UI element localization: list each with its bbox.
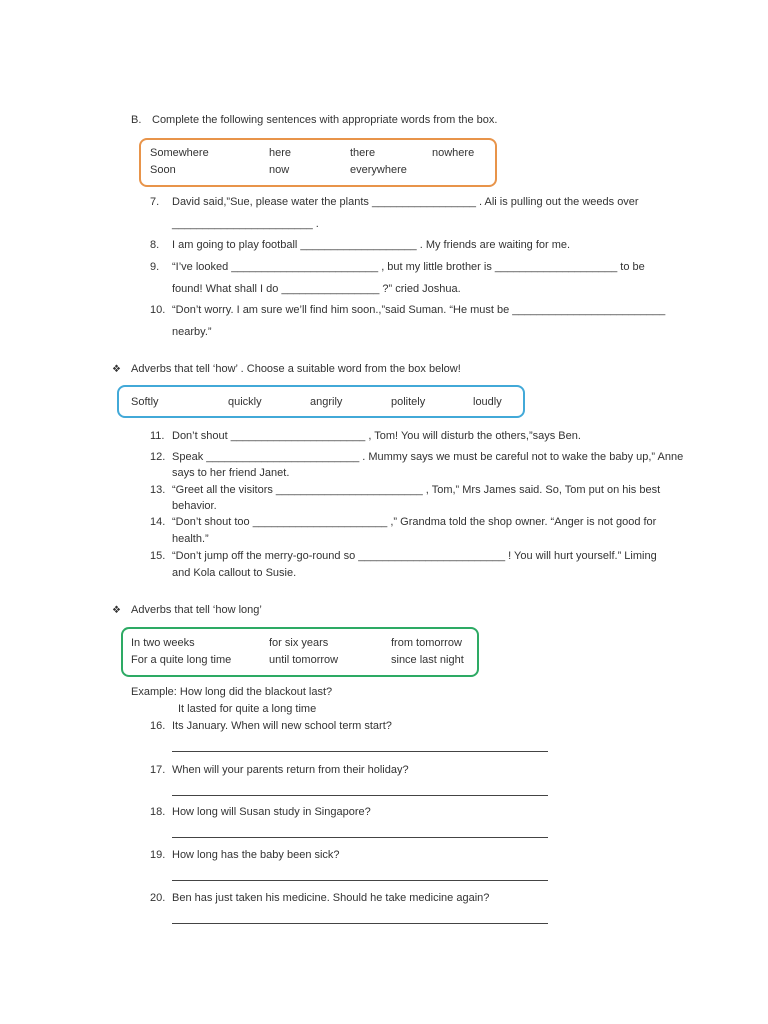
- item-question: Its January. When will new school term start?: [172, 720, 392, 732]
- box-word: from tomorrow: [391, 637, 462, 649]
- item-text: found! What shall I do ________________ ?” cried Joshua.: [172, 283, 461, 295]
- item-number: 16.: [150, 720, 166, 732]
- item-question: When will your parents return from their holiday?: [172, 764, 409, 776]
- answer-line: [172, 837, 548, 838]
- answer-line: [172, 923, 548, 924]
- box-word: For a quite long time: [131, 654, 232, 666]
- box-word: there: [350, 147, 376, 159]
- item-text: behavior.: [172, 500, 217, 512]
- item-question: How long has the baby been sick?: [172, 849, 340, 861]
- item-text: says to her friend Janet.: [172, 467, 290, 479]
- box-word: Softly: [131, 396, 159, 408]
- section-b-instruction: Complete the following sentences with appropriate words from the box.: [152, 114, 498, 126]
- item-number: 18.: [150, 806, 166, 818]
- item-number: 9.: [150, 261, 160, 273]
- box-word: until tomorrow: [269, 654, 339, 666]
- item-question: How long will Susan study in Singapore?: [172, 806, 371, 818]
- box-word: angrily: [310, 396, 343, 408]
- item-text: “Greet all the visitors ________________________ , Tom,” Mrs James said. So, Tom put on his best: [172, 484, 661, 496]
- item-text: Don’t shout ______________________ , Tom! You will disturb the others,”says Ben.: [172, 430, 581, 442]
- section-how-long-heading: Adverbs that tell ‘how long’: [131, 604, 262, 616]
- item-text: I am going to play football ___________________ . My friends are waiting for me.: [172, 239, 571, 251]
- section-how-heading: Adverbs that tell ‘how’ . Choose a suitable word from the box below!: [131, 363, 461, 375]
- item-number: 11.: [150, 430, 165, 442]
- box-word: since last night: [391, 654, 464, 666]
- box-word: loudly: [473, 396, 502, 408]
- item-number: 8.: [150, 239, 160, 251]
- item-text: David said,”Sue, please water the plants _________________ . Ali is pulling out the weeds over: [172, 196, 639, 208]
- item-number: 19.: [150, 849, 166, 861]
- answer-line: [172, 795, 548, 796]
- item-question: Ben has just taken his medicine. Should he take medicine again?: [172, 892, 490, 904]
- item-text: “I’ve looked ________________________ , but my little brother is ____________________ to be: [172, 261, 645, 273]
- item-number: 10.: [150, 304, 166, 316]
- item-number: 14.: [150, 516, 166, 528]
- box-word: Somewhere: [150, 147, 209, 159]
- item-text: “Don’t worry. I am sure we’ll find him soon.,”said Suman. “He must be _________________________: [172, 304, 666, 316]
- item-text: nearby.”: [172, 326, 212, 338]
- item-number: 15.: [150, 550, 166, 562]
- bullet-icon: ❖: [112, 364, 121, 375]
- item-text: “Don’t jump off the merry-go-round so ________________________ ! You will hurt yourself.” Liming: [172, 550, 657, 562]
- answer-line: [172, 880, 548, 881]
- box-word: now: [269, 164, 290, 176]
- answer-line: [172, 751, 548, 752]
- item-text: “Don’t shout too ______________________ ,” Grandma told the shop owner. “Anger is not good for: [172, 516, 657, 528]
- box-word: Soon: [150, 164, 176, 176]
- box-word: quickly: [228, 396, 262, 408]
- item-number: 20.: [150, 892, 166, 904]
- box-word: In two weeks: [131, 637, 195, 649]
- box-word: here: [269, 147, 292, 159]
- bullet-icon: ❖: [112, 605, 121, 616]
- example-question: Example: How long did the blackout last?: [131, 686, 333, 698]
- example-answer: It lasted for quite a long time: [178, 703, 317, 715]
- box-word: everywhere: [350, 164, 407, 176]
- section-b-letter: B.: [131, 114, 142, 126]
- item-text: _______________________ .: [172, 218, 319, 230]
- word-box-where: [139, 138, 497, 187]
- word-box-how-long: [121, 627, 479, 677]
- item-number: 13.: [150, 484, 166, 496]
- item-number: 7.: [150, 196, 160, 208]
- item-text: Speak _________________________ . Mummy says we must be careful not to wake the baby up,” Anne: [172, 451, 684, 463]
- box-word: nowhere: [432, 147, 475, 159]
- item-text: health.”: [172, 533, 209, 545]
- item-number: 12.: [150, 451, 166, 463]
- item-number: 17.: [150, 764, 166, 776]
- box-word: for six years: [269, 637, 329, 649]
- item-text: and Kola callout to Susie.: [172, 567, 297, 579]
- box-word: politely: [391, 396, 426, 408]
